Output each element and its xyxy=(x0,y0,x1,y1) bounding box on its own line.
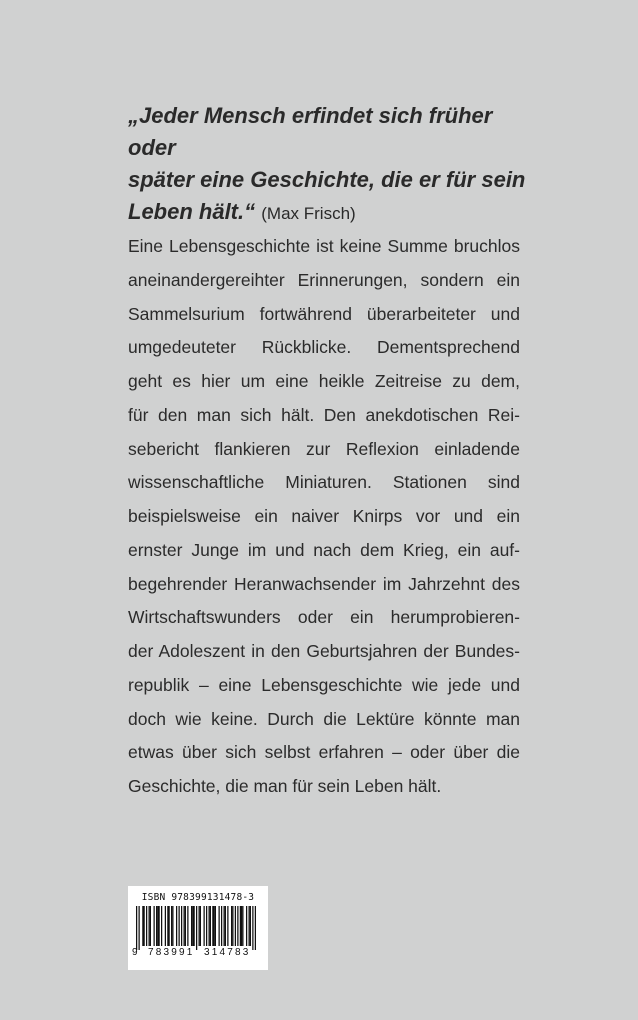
barcode-bar xyxy=(144,906,145,946)
barcode-digit-first: 9 xyxy=(132,947,138,958)
barcode-bar xyxy=(149,906,150,946)
blurb-line: begehrender Heranwachsender im Jahrzehnt des xyxy=(128,573,520,594)
quote-line-3: Leben hält.“ xyxy=(128,199,256,224)
blurb-line: ernster Junge im und nach dem Krieg, ein auf- xyxy=(128,539,520,560)
barcode-bar xyxy=(232,906,233,946)
barcode-bar xyxy=(157,906,158,946)
isbn-label: ISBN 978399131478-3 xyxy=(141,892,255,903)
blurb-line: republik – eine Lebensgeschichte wie jede und xyxy=(128,674,520,695)
barcode-bars xyxy=(136,906,260,950)
barcode-bar xyxy=(146,906,147,946)
barcode-bar xyxy=(184,906,185,946)
barcode-bar xyxy=(241,906,242,946)
barcode-bar xyxy=(242,906,243,946)
barcode-digit-group-2: 314783 xyxy=(204,947,251,958)
barcode-bar xyxy=(255,906,256,950)
barcode-bar xyxy=(240,906,241,946)
barcode-bar xyxy=(191,906,192,946)
barcode-bar xyxy=(224,906,225,946)
barcode-bar xyxy=(235,906,236,946)
blurb-line: geht es hier um eine heikle Zeitreise zu dem, xyxy=(128,371,520,391)
barcode-bar xyxy=(181,906,182,946)
barcode-bar xyxy=(167,906,168,946)
barcode-bar xyxy=(196,906,197,950)
barcode-bar xyxy=(246,906,247,946)
blurb-line: umgedeuteter Rückblicke. Dementsprechend xyxy=(128,337,520,358)
barcode-bar xyxy=(139,906,140,950)
quote-author: (Max Frisch) xyxy=(261,204,356,223)
barcode-bar xyxy=(150,906,151,946)
barcode-bar xyxy=(212,906,213,946)
barcode-bar xyxy=(214,906,215,946)
barcode-bar xyxy=(204,906,205,946)
barcode-bar xyxy=(209,906,210,946)
barcode-bar xyxy=(225,906,226,946)
barcode-bar xyxy=(194,906,195,946)
blurb-line: für den man sich hält. Den anekdotischen Rei- xyxy=(128,404,520,425)
barcode-bar xyxy=(221,906,222,946)
barcode-bar xyxy=(165,906,166,946)
barcode-bar xyxy=(185,906,186,946)
barcode-bar xyxy=(176,906,177,946)
barcode-bar xyxy=(252,906,253,950)
barcode-bar xyxy=(169,906,170,946)
barcode-bar xyxy=(179,906,180,946)
barcode-bar xyxy=(200,906,201,946)
barcode-bar xyxy=(210,906,211,946)
barcode-bar xyxy=(154,906,155,946)
blurb-line: wissenschaftliche Miniaturen. Stationen sind xyxy=(128,472,520,493)
barcode-bar xyxy=(250,906,251,946)
barcode-bar xyxy=(237,906,238,946)
barcode-bar xyxy=(187,906,188,946)
barcode-bar xyxy=(219,906,220,946)
barcode-bar xyxy=(227,906,228,946)
barcode-bar xyxy=(159,906,160,946)
barcode-bar xyxy=(206,906,207,946)
barcode-bar xyxy=(136,906,137,950)
barcode-bar xyxy=(199,906,200,946)
barcode-bar xyxy=(231,906,232,946)
barcode-bar xyxy=(171,906,172,946)
blurb-line: sebericht flankieren zur Reflexion einladende xyxy=(128,438,520,459)
barcode-bar xyxy=(192,906,193,946)
blurb-line: Geschichte, die man für sein Leben hält. xyxy=(128,776,442,796)
barcode-bar xyxy=(172,906,173,946)
blurb-line: der Adoleszent in den Geburtsjahren der Bundes- xyxy=(128,641,520,661)
barcode-bar xyxy=(215,906,216,946)
back-cover-quote xyxy=(128,100,528,230)
blurb-text xyxy=(128,230,520,804)
barcode-bar xyxy=(161,906,162,946)
blurb-line: Sammelsurium fortwährend überarbeiteter und xyxy=(128,303,520,324)
blurb-line: doch wie keine. Durch die Lektüre könnte man xyxy=(128,708,520,729)
barcode-bar xyxy=(249,906,250,946)
barcode-bar xyxy=(156,906,157,946)
blurb-line: Eine Lebensgeschichte ist keine Summe bruchlos xyxy=(128,236,520,256)
blurb-line: aneinandergereihter Erinnerungen, sondern ein xyxy=(128,269,520,290)
blurb-line: beispielsweise ein naiver Knirps vor und ein xyxy=(128,506,520,526)
isbn-barcode xyxy=(128,886,268,970)
barcode-digit-group-1: 783991 xyxy=(148,947,195,958)
quote-line-2: später eine Geschichte, die er für sein xyxy=(128,167,526,192)
barcode-bar xyxy=(142,906,143,946)
quote-line-1: „Jeder Mensch erfindet sich früher oder xyxy=(128,103,493,160)
blurb-line: Wirtschaftswunders oder ein herumprobieren- xyxy=(128,607,520,628)
blurb-line: etwas über sich selbst erfahren – oder über die xyxy=(128,742,520,763)
